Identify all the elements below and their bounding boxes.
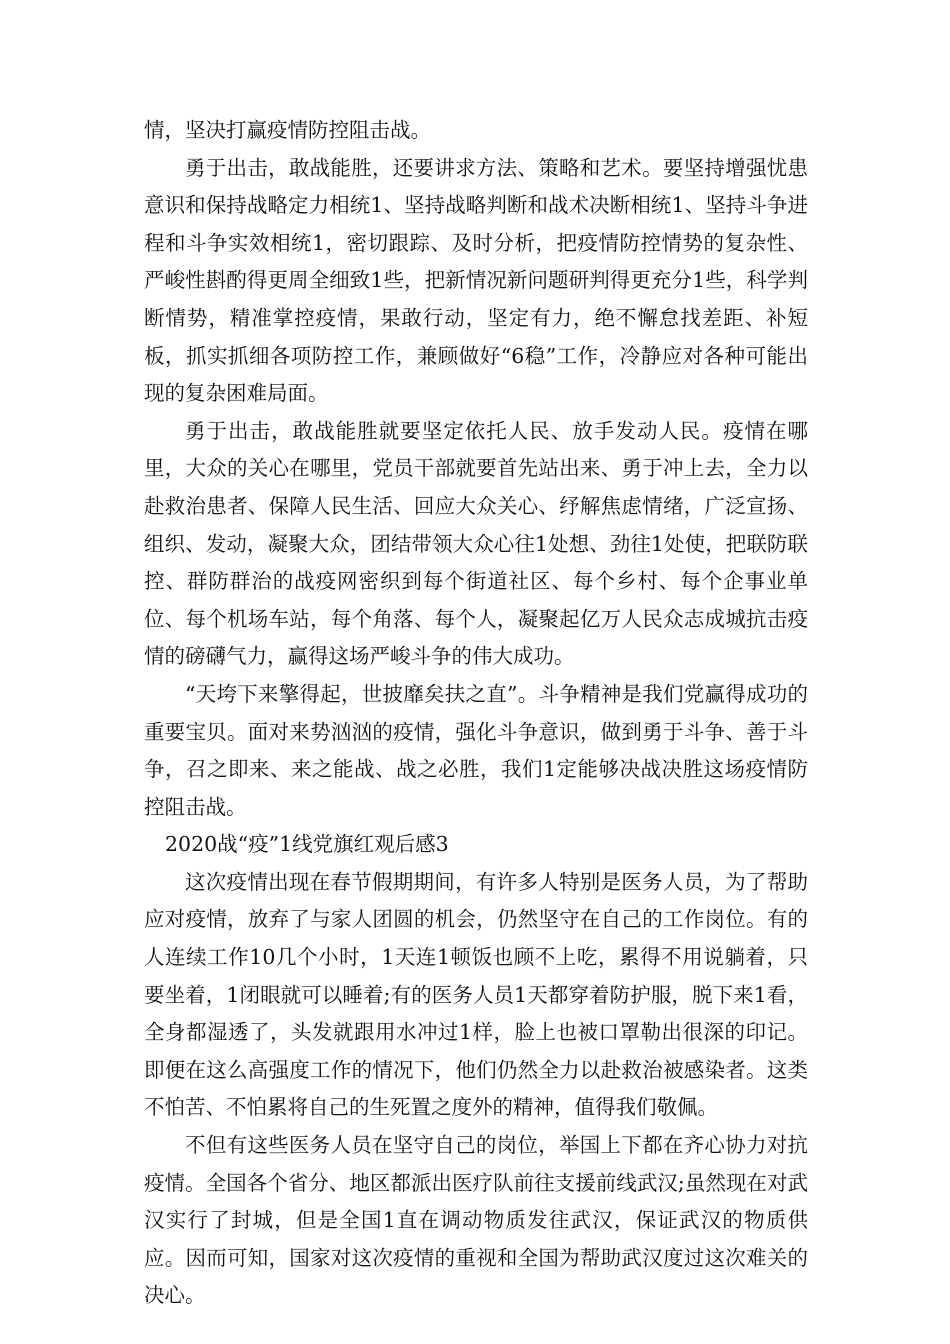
paragraph-nationwide-support: 不但有这些医务人员在坚守自己的岗位，举国上下都在齐心协力对抗疫情。全国各个省分、地区都派出医疗队前往支援前线武汉;虽然现在对武汉实行了封城，但是全国1直在调动物质发往武汉，保证武汉的物质供应。因而可知，国家对这次疫情的重视和全国为帮助武汉度过这次难关的决心。 xyxy=(144,1133,808,1308)
section-heading: 2020战“疫”1线党旗红观后感3 xyxy=(165,832,449,857)
paragraph-continuation: 情，坚决打赢疫情防控阻击战。 xyxy=(144,118,431,142)
document-page xyxy=(144,112,808,1315)
paragraph-medical-staff: 这次疫情出现在春节假期期间，有许多人特别是医务人员，为了帮助应对疫情，放弃了与家人团圆的机会，仍然坚守在自己的工作岗位。有的人连续工作10几个小时，1天连1顿饭也顾不上吃，累得不用说躺着，只要坐着，1闭眼就可以睡着;有的医务人员1天都穿着防护服，脱下来1看，全身都湿透了，头发就跟用水冲过1样，脸上也被口罩勒出很深的印记。即便在这么高强度工作的情况下，他们仍然全力以赴救治被感染者。这类不怕苦、不怕累将自己的生死置之度外的精神，值得我们敬佩。 xyxy=(144,869,808,1120)
paragraph-people: 勇于出击，敢战能胜就要坚定依托人民、放手发动人民。疫情在哪里，大众的关心在哪里，党员干部就要首先站出来、勇于冲上去，全力以赴救治患者、保障人民生活、回应大众关心、纾解焦虑情绪，广泛宣扬、组织、发动，凝聚大众，团结带领大众心往1处想、劲往1处使，把联防联控、群防群治的战疫网密织到每个街道社区、每个乡村、每个企事业单位、每个机场车站，每个角落、每个人，凝聚起亿万人民众志成城抗击疫情的磅礴气力，赢得这场严峻斗争的伟大成功。 xyxy=(144,418,808,669)
paragraph-strategy: 勇于出击，敢战能胜，还要讲求方法、策略和艺术。要坚持增强忧患意识和保持战略定力相统1、坚持战略判断和战术决断相统1、坚持斗争进程和斗争实效相统1，密切跟踪、及时分析，把疫情防控情势的复杂性、严峻性斟酌得更周全细致1些，把新情况新问题研判得更充分1些，科学判断情势，精准掌控疫情，果敢行动，坚定有力，绝不懈怠找差距、补短板，抓实抓细各项防控工作，兼顾做好“6稳”工作，冷静应对各种可能出现的复杂困难局面。 xyxy=(144,155,808,406)
paragraph-struggle-spirit: “天垮下来擎得起，世披靡矣扶之直”。斗争精神是我们党赢得成功的重要宝贝。面对来势汹汹的疫情，强化斗争意识，做到勇于斗争、善于斗争，召之即来、来之能战、战之必胜，我们1定能够决战决胜这场疫情防控阻击战。 xyxy=(144,681,808,819)
